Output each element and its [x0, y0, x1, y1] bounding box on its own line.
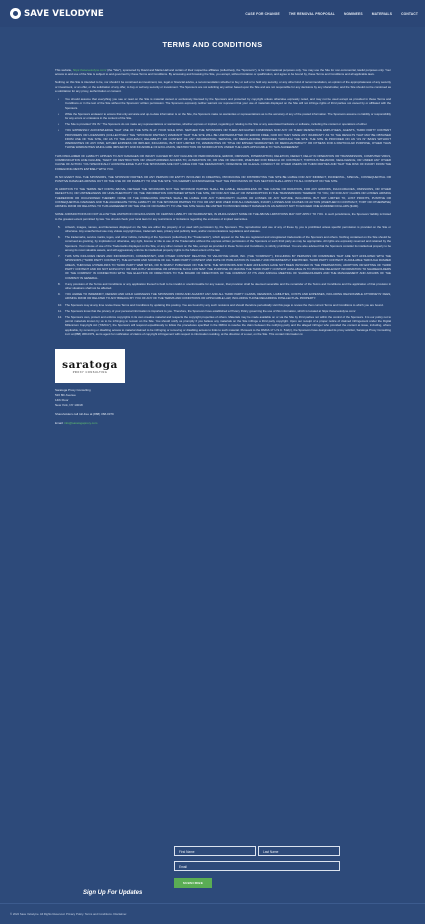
site-link[interactable]: https://savevelodyne.com/: [72, 68, 107, 72]
list-item: • While the Sponsors endeavor to ensure that only accurate and up-to-date information is on the Site, the Sponsors make no warranties or representations as to the accuracy of any of the posted information. The Sponsors assume no liability or responsibility for any errors or omissions in the content of the Site.: [58, 111, 391, 121]
terms-bullet-list: [55, 97, 391, 150]
phone-line: Shareholders call toll-free at (888) 368-0379: [55, 412, 114, 417]
jurisdiction-paragraph: SOME JURISDICTIONS DO NOT ALLOW THE LIMITATION OR EXCLUSION OF CERTAIN LIABILITY OR WARRANTIES, IN WHICH EVENT SOME OF THE ABOVE LIMITATIONS MAY NOT APPLY TO YOU. In such jurisdictions, the Sponsors' liability is limited to the greatest extent permitted by law. You should check your local laws for any restrictions or limitations regarding the exclusion of implied warranties.: [55, 212, 391, 221]
limitation-paragraph: IN ADDITION TO THE TERMS SET FORTH ABOVE, NEITHER THE SPONSORS NOT THE SPONSOR PARTIES SHALL BE LIABLE, REGARDLESS OF THE CAUSE OR DURATION, FOR ANY ERRORS, INACCURACIES, OMISSIONS, OR OTHER DEFECTS IN, OR UNTIMELINESS OR UNAUTHENTICITY OF, THE INFORMATION CONTAINED WITHIN THE SITE, OR FOR ANY DELAY OR INTERRUPTION IN THE TRANSMISSION THEREOF TO YOU, OR FOR ANY CLAIMS OR LOSSES ARISING THEREFROM OR OCCASIONED THEREBY. NONE OF THE FOREGOING PARTIES SHALL BE LIABLE FOR ANY THIRD-PARTY CLAIMS OR LOSSES OF ANY NATURE, INCLUDING, BUT NOT LIMITED TO, LOST PROFITS, PUNITIVE OR CONSEQUENTIAL DAMAGES AND THE AGGREGATE TOTAL LIABILITY OF THE SPONSOR PARTIES TO YOU OR ANY END USER FOR ALL DAMAGES, INJURY, LOSSES AND CAUSES OF ACTION (WHETHER IN CONTRACT, TORT OR OTHERWISE) ARISING FROM OR RELATING TO THIS AGREEMENT OR THE USE OF OR INABILITY TO USE THE SITE SHALL BE LIMITED TO PROVEN DIRECT DAMAGES IN AN AMOUNT NOT TO EXCEED ONE HUNDRED DOLLARS ($100).: [55, 187, 391, 209]
intro-text-pre: This website,: [55, 68, 72, 72]
company-name: Saratoga Proxy Consulting: [55, 388, 91, 393]
email-placeholder: Email: [179, 864, 187, 869]
email-link[interactable]: info@saratogaproxy.com: [64, 421, 98, 426]
subscribe-button[interactable]: SUBSCRIBE: [174, 878, 212, 888]
contact-block: [55, 349, 391, 426]
saratoga-logo-name: saratoga: [62, 358, 118, 371]
bullet-icon: •: [58, 122, 60, 127]
logo-text: SAVE VELODYNE: [24, 8, 104, 19]
intro-paragraph: [55, 68, 391, 77]
list-item: 10. The Sponsors may at any time revise these Terms and Conditions by updating this posting. You are bound by any such revisions and should therefore periodically visit this page to review the then current Terms and Conditions to which you are bound.: [58, 302, 384, 307]
email-line: [55, 421, 391, 426]
signup-title: Sign Up For Updates: [83, 890, 143, 896]
liability-paragraph: THIS DISCLAIMER OF LIABILITY APPLIES TO ANY DAMAGES OR INJURY CAUSED BY ANY FAILURE OF PERFORMANCE, ERROR, OMISSION, INTERRUPTION, DELETION, DEFECT, DELAY IN OPERATION OR TRANSMISSION, COMPUTER VIRUS, COMMUNICATION LINE FAILURE, THEFT OR DESTRUCTION OR UNAUTHORIZED ACCESS TO, ALTERATION OF, OR USE OF RECORD, WHETHER FOR BREACH OF CONTRACT, TORTIOUS BEHAVIOR, NEGLIGENCE, OR UNDER ANY OTHER CAUSE OF ACTION. YOU SPECIFICALLY ACKNOWLEDGE THAT THE SPONSORS ARE NOT LIABLE FOR THE DEFAMATORY, OFFENSIVE OR ILLEGAL CONDUCT OF OTHER USERS OR THIRD PARTIES AND THAT THE RISK OF INJURY FROM THE FOREGOING RESTS ENTIRELY WITH YOU.: [55, 153, 391, 171]
list-item: 6. The trademarks, service marks, logos, and other indicia, including of the Sponsors (collectively the "Trademarks"), which appear on the Site are registered and unregistered trademarks of the Sponsors and others. Nothing contained on the Site should be construed as granting, by implication or otherwise, any right, license or title to use of the Trademarks without the express written permission of the Sponsors or such third party as may be appropriate. All rights are expressly reserved and retained by the Sponsors. Your misuse of use of the Trademarks displayed on the Site, or any other content on the Site, except as provided in these Terms and Conditions, is strictly prohibited. You are also advised that the Sponsors consider its intellectual property to be among its most valuable assets, and will aggressively enforce its intellectual property rights to the fullest extent of the law.: [58, 235, 391, 253]
bullet-icon: •: [58, 128, 60, 133]
list-item: 11. The Sponsors know that the privacy of your personal information is important to you. Therefore, the Sponsors have established a Privacy Policy governing the use of this information, which is located at https://savevelodyne.com/.: [58, 308, 357, 313]
email-label: Email:: [55, 421, 64, 426]
email-field[interactable]: [174, 861, 340, 871]
intro-text-post: (the "Site"), sponsored by David and Marta Hall and certain of their respective affiliates (collectively, the "Sponsors"), is for informational purposes only. You may use the Site for non-commercial, lawful purposes only. Your access to and use of the Site is subject to and governed by these Terms and Conditions. By accessing and browsing the Site, you accept, without limitation or qualification, and agree to be bound by, these Terms and Conditions and all applicable laws.: [55, 68, 392, 77]
list-item: • The Site is provided "AS IS." The Sponsors do not make any representations or warranties, whether express or implied, regarding or relating to the Site or any associated hardware or software, including the content or operations of either.: [58, 122, 368, 127]
nav-contact[interactable]: CONTACT: [401, 11, 418, 16]
list-item: 9. YOU AGREE TO INDEMNIFY, DEFEND AND HOLD HARMLESS THE SPONSORS FROM AND AGAINST ANY AND ALL THIRD PARTY CLAIMS, DEMANDS, LIABILITIES, COSTS AND EXPENSES, INCLUDING REASONABLE ATTORNEYS' FEES, ARISING FROM OR RELATED TO ANY BREACH BY YOU OF ANY OF THE TERMS AND CONDITIONS OR APPLICABLE LAW, INCLUDING THOSE REGARDING INTELLECTUAL PROPERTY.: [58, 292, 391, 301]
nav-removal-proposal[interactable]: THE REMOVAL PROPOSAL: [288, 11, 335, 16]
terms-content: [0, 68, 425, 426]
top-navigation-bar: [0, 0, 425, 27]
list-item: 7. THIS SITE INCLUDES NEWS AND INFORMATION, COMMENTARY, AND OTHER CONTENT RELATING TO VELODYNE LIDAR, INC. (THE "COMPANY"), INCLUDING BY PERSONS OR COMPANIES THAT ARE NOT AFFILIATED WITH THE SPONSORS ("THIRD PARTY CONTENT"). THE AUTHOR AND SOURCE OF ALL THIRD PARTY CONTENT AND DATE OF PUBLICATION IS CLEARLY AND PROMINENTLY IDENTIFIED. THIRD PARTY CONTENT IS AVAILABLE THROUGH FRAMED AREAS, THROUGH HYPERLINKS TO THIRD PARTY WEB SITES, OR IS SIMPLY PUBLISHED ON THE SITE. THE SPONSORS AND THEIR AFFILIATES HAVE NOT BEEN INVOLVED IN THE PREPARATION, ADOPTION OR EDITING OF THIRD PARTY CONTENT AND DO NOT EXPLICITLY OR IMPLICITLY ENDORSE OR APPROVE SUCH CONTENT. THE PURPOSE OF MAKING THE THIRD PARTY CONTENT AVAILABLE IS TO PROVIDE RELEVANT INFORMATION TO SHAREHOLDERS OF THE COMPANY IN CONNECTION WITH THE ELECTION OF DIRECTORS TO THE BOARD OF DIRECTORS OF THE COMPANY AT ITS 2022 ANNUAL MEETING OF SHAREHOLDERS AND THE MANAGEMENT AND AFFAIRS OF THE COMPANY IN GENERAL.: [58, 254, 391, 280]
saratoga-logo-tag: PROXY CONSULTING: [72, 370, 108, 374]
bullet-icon: •: [58, 111, 60, 116]
terms-numbered-list: [55, 225, 391, 336]
nav-materials[interactable]: MATERIALS: [371, 11, 393, 16]
bullet-icon: •: [58, 97, 60, 102]
list-item: • YOU EXPRESSLY ACKNOWLEDGE THAT USE OF THE SITE IS AT YOUR SOLE RISK. NEITHER THE SPONSORS OR THEIR AFFILIATED COMPANIES NOR ANY OF THEIR RESPECTIVE EMPLOYEES, AGENTS, THIRD PARTY CONTENT PROVIDERS OR LICENSORS (COLLECTIVELY THE "SPONSOR PARTIES") WARRANT THAT THE SITE WILL BE UNINTERRUPTED OR ERROR FREE, NOR DO THEY MAKE ANY WARRANTY AS TO THE RESULTS THAT MAY BE OBTAINED FROM USE OF THE SITE, OR AS TO THE ACCURACY, RELIABILITY OR CONTENT OF ANY INFORMATION, SERVICE, OR MERCHANDISE PROVIDED THROUGH THE SITE. THE SITE IS PROVIDED ON AN "AS IS" BASIS WITHOUT WARRANTIES OF ANY KIND, EITHER EXPRESS OR IMPLIED, INCLUDING, BUT NOT LIMITED TO, WARRANTIES OF TITLE OR IMPLIED WARRANTIES OF MERCHANTABILITY OR FITNESS FOR A PARTICULAR PURPOSE, OTHER THAN THOSE WARRANTIES WHICH ARE IMPLIED BY AND INCAPABLE OF EXCLUSION, RESTRICTION OR MODIFICATION UNDER THE LAWS APPLICABLE TO THIS AGREEMENT.: [58, 128, 391, 150]
page-title: TERMS AND CONDITIONS: [162, 40, 263, 49]
list-item: • You should assume that everything you see or read on the Site is material owned or exclusively licensed by the Sponsors and protected by copyright unless otherwise expressly noted, and may not be used except as provided in these Terms and Conditions or in the text of the Site without the Sponsors' written permission. The Sponsors expressly neither warrant nor represent that your use of materials displayed on the Site will not infringe rights of third parties not owned by or affiliated with the Sponsors.: [58, 97, 391, 110]
address-street: 520 8th Avenue: [55, 393, 76, 398]
first-name-placeholder: First Name: [179, 849, 195, 854]
list-item: 8. If any provision of the Terms and Conditions or any application thereof is held to be invalid or unenforceable for any reason, that provision shall be deemed severable and the remainder of the Terms and Conditions and the application of that provision in other situations shall not be affected.: [58, 281, 391, 291]
saratoga-logo: [55, 349, 125, 383]
list-item: 12. The Sponsors own, protect and enforce copyrights in its own creative material and respects the copyright properties of others. Materials may be made available on or via the Site by third parties not within the control of the Sponsors. It is our policy not to permit materials known by us to be infringing to remain on the Site. You should notify us promptly if you believe any materials on the Site infringe a third party copyright. Upon our receipt of a proper notice of claimed infringement under the Digital Millennium Copyright Act ("DMCA"), the Sponsors will respond expeditiously to follow the procedures specified in the DMCA to resolve the claim between the notifying party and the alleged infringer who provided the content at issue, including, where applicable, by removing or disabling access to material claimed to be infringing or removing or disabling access to links to such material. Pursuant to the DMCA 17 U.S.C. 512(c), the Sponsors have designated its proxy solicitor, Saratoga Proxy Consulting LLC at (888) 368-0379, as its agent for notification of claims of copyright infringement with respect to information residing, at the direction of a user, on the Site. This contact information is:: [58, 314, 391, 336]
no-event-paragraph: IN NO EVENT WILL THE SPONSORS, THE SPONSOR PARTIES OR ANY PERSON OR ENTITY INVOLVED IN CREATING, PRODUCING OR DISTRIBUTING THE SITE BE LIABLE FOR ANY INDIRECT, INCIDENTAL, SPECIAL, CONSEQUENTIAL OR PUNITIVE DAMAGES ARISING OUT OF THE USE OF OR INABILITY TO USE THE SITE. YOU HEREBY ACKNOWLEDGE THAT THE PROVISIONS OF THIS SECTION SHALL APPLY TO ALL CONTENT ON THE SITE.: [55, 174, 391, 184]
site-logo[interactable]: [10, 8, 104, 19]
last-name-field[interactable]: [258, 846, 340, 856]
address-city: New York, NY 10018: [55, 403, 83, 408]
disclaimer-paragraph: Nothing on this Site is intended to be, nor should it be construed as investment, tax, legal or financial advice, a recommendation whether to buy or sell or to hold any security, or any other kind of recommendation, an opinion of the appropriateness of any security or investment, or an offer, or the solicitation of any offer, to buy or sell any security or investment. The Sponsors are not soliciting any action based upon the Site and are not responsible for any decisions by any shareholder, and the Site should not be construed as a solicitation for any proxy, authorization or consent.: [55, 80, 391, 93]
first-name-field[interactable]: [174, 846, 256, 856]
address-floor: 14th Floor: [55, 398, 69, 403]
logo-circle-icon: [10, 8, 21, 19]
footer-text: © 2022 Save Velodyne. All Rights Reserved. Privacy Policy. Terms and Conditions. Disclaimer.: [10, 912, 127, 916]
main-nav: [245, 12, 418, 16]
nav-nominees[interactable]: NOMINEES: [343, 11, 363, 16]
last-name-placeholder: Last Name: [263, 849, 279, 854]
list-item: 5. Artwork, images, names, and likenesses displayed on the Site are either the property of or used with permission by, the Sponsors. The reproduction and use of any of these by you is prohibited unless specific permission is provided on the Site or otherwise. Any unauthorized use may violate copyright laws, trademark laws, privacy and publicity laws, and/or communications regulations and statutes.: [58, 224, 391, 234]
company-address: [55, 388, 391, 426]
footer-divider: [0, 903, 425, 904]
nav-case-for-change[interactable]: CASE FOR CHANGE: [245, 11, 280, 16]
